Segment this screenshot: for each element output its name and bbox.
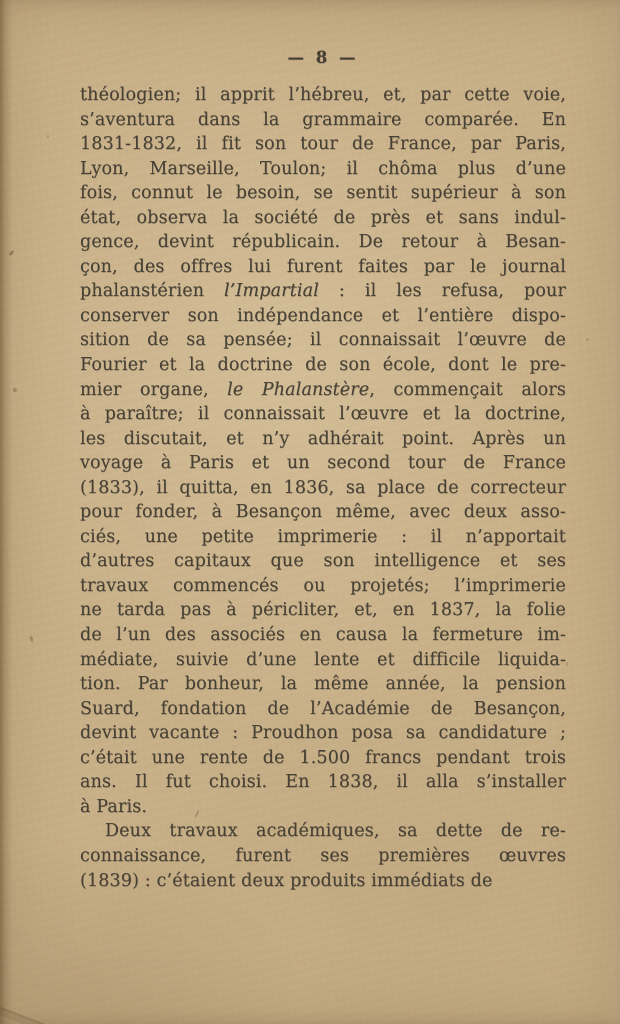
text-line <box>80 402 566 427</box>
text-line <box>80 353 566 378</box>
paper-speck <box>8 250 14 257</box>
text-line <box>80 255 566 280</box>
text-line <box>80 819 566 844</box>
page-left-edge-shadow <box>0 0 12 1024</box>
paper-crease <box>0 1000 123 1024</box>
text-segment: Lyon, Marseille, Toulon; il chôma plus d’une <box>80 158 566 179</box>
text-line <box>80 132 566 157</box>
text-segment: 1831-1832, il fit son tour de France, par Paris, <box>80 134 566 155</box>
text-segment: s’aventura dans la grammaire comparée. En <box>80 109 566 130</box>
text-line <box>80 623 566 648</box>
text-segment: à paraître; il connaissait l’œuvre et la doctrine, <box>80 404 566 425</box>
text-segment: tion. Par bonheur, la même année, la pension <box>80 674 566 695</box>
text-segment: gence, devint républicain. De retour à Besan- <box>80 232 566 253</box>
text-segment: ciés, une petite imprimerie : il n’apportait <box>80 526 566 547</box>
text-line <box>80 83 566 108</box>
italic-title-text: le Phalanstère <box>227 379 370 400</box>
text-line <box>80 869 566 894</box>
text-segment: sition de sa pensée; il connaissait l’œuvre de <box>80 330 566 351</box>
italic-title-text: l’Impartial <box>224 281 320 302</box>
text-segment: médiate, suivie d’une lente et difficile liquida- <box>80 649 566 670</box>
text-segment: Fourier et la doctrine de son école, dont le pre- <box>80 355 566 376</box>
text-segment: théologien; il apprit l’hébreu, et, par cette voie, <box>80 85 566 105</box>
paper-speck <box>29 636 34 643</box>
text-segment: mier organe, <box>80 379 228 400</box>
text-line <box>80 697 566 722</box>
text-line <box>80 500 566 525</box>
text-line <box>80 427 566 452</box>
text-segment: fois, connut le besoin, se sentit supérieur à son <box>80 183 566 204</box>
paper-speck <box>13 388 17 392</box>
text-segment: (1833), il quitta, en 1836, sa place de correcteur <box>80 477 566 498</box>
text-segment: phalanstérien <box>80 281 225 302</box>
text-segment: ans. Il fut choisi. En 1838, il alla s’installer <box>80 772 566 793</box>
text-line <box>80 721 566 746</box>
text-segment: de l’un des associés en causa la fermeture im- <box>80 625 566 646</box>
text-line <box>80 108 566 133</box>
text-line <box>80 770 566 795</box>
text-segment: d’autres capitaux que son intelligence et ses <box>80 551 566 572</box>
paragraph <box>80 819 566 893</box>
text-line <box>80 181 566 206</box>
text-line <box>80 304 566 329</box>
text-segment: pour fonder, à Besançon même, avec deux asso- <box>80 502 566 523</box>
text-line <box>80 230 566 255</box>
text-block <box>80 83 566 893</box>
text-segment: voyage à Paris et un second tour de France <box>80 453 566 474</box>
text-line <box>80 451 566 476</box>
page-number: — 8 — <box>287 48 359 67</box>
text-segment: travaux commencés ou projetés; l’imprimerie <box>80 575 566 596</box>
text-segment: : il les refusa, pour <box>319 281 566 302</box>
text-line <box>80 746 566 771</box>
text-line <box>80 476 566 501</box>
text-segment: ne tarda pas à péricliter, et, en 1837, la folie <box>80 600 566 621</box>
text-segment: état, observa la société de près et sans indul- <box>80 207 566 228</box>
paper-speck <box>586 338 589 341</box>
text-segment: à Paris. <box>80 796 148 817</box>
text-segment: conserver son indépendance et l’entière dispo- <box>80 305 566 326</box>
text-line <box>80 574 566 599</box>
text-line <box>80 672 566 697</box>
text-line <box>80 378 566 403</box>
text-line <box>80 206 566 231</box>
paragraph <box>80 83 566 819</box>
page-right-edge-highlight <box>604 0 620 1024</box>
paper-speck <box>566 662 568 666</box>
text-line <box>80 648 566 673</box>
text-line <box>80 279 566 304</box>
text-segment: Suard, fondation de l’Académie de Besançon, <box>80 698 566 719</box>
text-line <box>80 328 566 353</box>
text-segment: çon, des offres lui furent faites par le journal <box>80 256 566 277</box>
text-line <box>80 598 566 623</box>
text-line <box>80 844 566 869</box>
paper-speck <box>47 135 49 138</box>
text-segment: (1839) : c’étaient deux produits immédiats de <box>80 870 493 891</box>
text-segment: , commençait alors <box>369 379 566 400</box>
text-line <box>80 525 566 550</box>
text-line <box>80 549 566 574</box>
text-segment: c’était une rente de 1.500 francs pendant trois <box>80 747 566 768</box>
text-segment: les discutait, et n’y adhérait point. Après un <box>80 428 566 449</box>
text-segment: Deux travaux académiques, sa dette de re- <box>105 821 566 842</box>
text-line <box>80 157 566 182</box>
text-segment: connaissance, furent ses premières œuvres <box>80 845 566 866</box>
text-segment: devint vacante : Proudhon posa sa candidature ; <box>80 723 566 744</box>
text-line <box>80 795 566 820</box>
